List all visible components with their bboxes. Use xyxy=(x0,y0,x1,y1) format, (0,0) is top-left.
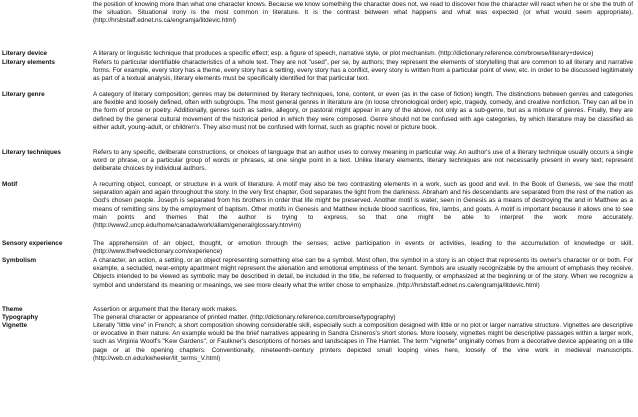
intro-definition: the position of knowing more than what one character knows. Because we know something the character does not, we read to discover how the character will react when he or she the truth of the situation. Situational irony is the most common in literature. It is the contrast between what happens and what was expected (or what would seem appropriate). (http://hrsbstaff.ednet.ns.ca/engramja/litdevic.html) xyxy=(93,1,633,25)
definition-theme: Assertion or argument that the literary work makes. xyxy=(93,306,238,313)
term-literary-genre: Literary genre xyxy=(2,91,45,98)
term-literary-device: Literary device xyxy=(2,50,48,57)
definition-literary-device: A literary or linguistic technique that produces a specific effect; esp. a figure of speech, narrative style, or plot mechanism. (http://dictionary.reference.com/browse/literary+device) xyxy=(93,50,594,57)
definition-typography: The general character or appearance of printed matter. (http://dictionary.reference.com/browse/typography) xyxy=(93,314,396,321)
term-literary-elements: Literary elements xyxy=(2,59,55,66)
definition-symbolism: A character, an action, a setting, or an object representing something else can be a symbol. Most often, the symbol in a story is an object that represents its owner's character or or both. For example, a secluded, near-empty apartment might represent the alienation and emotional emptiness of the tenant. Symbols are usually recognizable by the amount of emphasis they receive. Objects intended to be viewed as symbolic may be described in detail, be included in the title, be referred to frequently, or emphasized at the beginning or of the story. When we recognize a symbol and understand its meaning or meanings, we see more clearly what the writer chose to emphasize. (http://hrsbstaff.ednet.ns.ca/engramja/litdevic.html) xyxy=(93,257,633,289)
definition-literary-elements: Refers to particular identifiable characteristics of a whole text. They are not "used", per se, by authors; they represent the elements of storytelling that are common to all literary and narrative forms. For example, every story has a theme, every story has a setting, every story has a conflict, every story is written from a particular point of view, etc. in order to be discussed legitimately as part of a textual analysis, literary elements must be specifically identified for that particular text. xyxy=(93,59,633,83)
term-theme: Theme xyxy=(2,306,23,313)
term-sensory-experience: Sensory experience xyxy=(2,240,63,247)
definition-literary-genre: A category of literary composition; genres may be determined by literary techniques, tone, content, or even (as in the case of fiction) length. The distinctions between genres and categories are flexible and loosely defined, often with subgroups. The most general genres in literature are (in loose chronological order) epic, tragedy, comedy, and creative nonfiction. They can all be in the form of prose or poetry. Additionally, genres such as satire, allegory, or pastoral might appear in any of the above, not only as a sub-genre, but as a mixture of genres. Finally, they are defined by the general cultural movement of the historical period in which they were composed. Genre should not be confused with age categories, by which literature may be classified as either adult, young-adult, or children's. They also must not be confused with format, such as graphic novel or picture book. xyxy=(93,91,633,131)
term-literary-techniques: Literary techniques xyxy=(2,149,61,156)
definition-literary-techniques: Refers to any specific, deliberate constructions, or choices of language that an author uses to convey meaning in particular way. An author's use of a literary technique usually occurs a single word or phrase, or a particular group of words or phrases, at one single point in a text. Unlike literary elements, literary techniques are not necessarily present in every text; represent deliberate choices by individual authors. xyxy=(93,149,633,173)
definition-motif: A recurring object, concept, or structure in a work of literature. A motif may also be two contrasting elements in a work, such as good and evil. In the Book of Genesis, we see the motif separation again and again throughout the story. In the very first chapter, God separates the light from the darkness. Abraham and his descendants are separated from the rest of the nation as God's chosen people. Joseph is separated from his brothers in order that life might be preserved. Another motif is water, seen in Genesis as a means of destroying the and in Matthew as a means of remitting sins by the employment of baptism. Other motifs in Genesis and Matthew include blood sacrifices, fire, lambs, and goats. A motif is important because it allows one to see main points and themes that the author is trying to express, so that one might be able to interpret the work more accurately. (http://www2.uncp.edu/home/canada/work/allam/general/glossary.htm#m) xyxy=(93,181,633,230)
term-typography: Typography xyxy=(2,314,39,321)
definition-sensory-experience: The apprehension of an object, thought, or emotion through the senses; active participation in events or activities, leading to the accumulation of knowledge or skill. (http://www.thefreedictionary.com/experience) xyxy=(93,240,633,256)
term-motif: Motif xyxy=(2,181,18,188)
definition-vignette: Literally "little vine" in French; a short composition showing considerable skill, especially such a composition designed with little or no plot or larger narrative structure. Vignettes are descriptive or evocative in their nature. An example would be the brief narratives appearing in Sandra Cisneros's short stories. More loosely, vignettes might be descriptive passages within a larger work, such as Virginia Woolf's "Kew Gardens", or Faulkner's descriptions of horses and landscapes in The Hamlet. The term "vignette" originally comes from a decorative device appearing on a title page or at the opening chapters. Conventionally, nineteenth-century printers depicted small looping vines here, loosely of the vine work in medieval manuscripts. (http://web.cn.edu/kwheeler/lit_terms_V.html) xyxy=(93,322,633,362)
term-vignette: Vignette xyxy=(2,322,28,329)
term-symbolism: Symbolism xyxy=(2,257,37,264)
